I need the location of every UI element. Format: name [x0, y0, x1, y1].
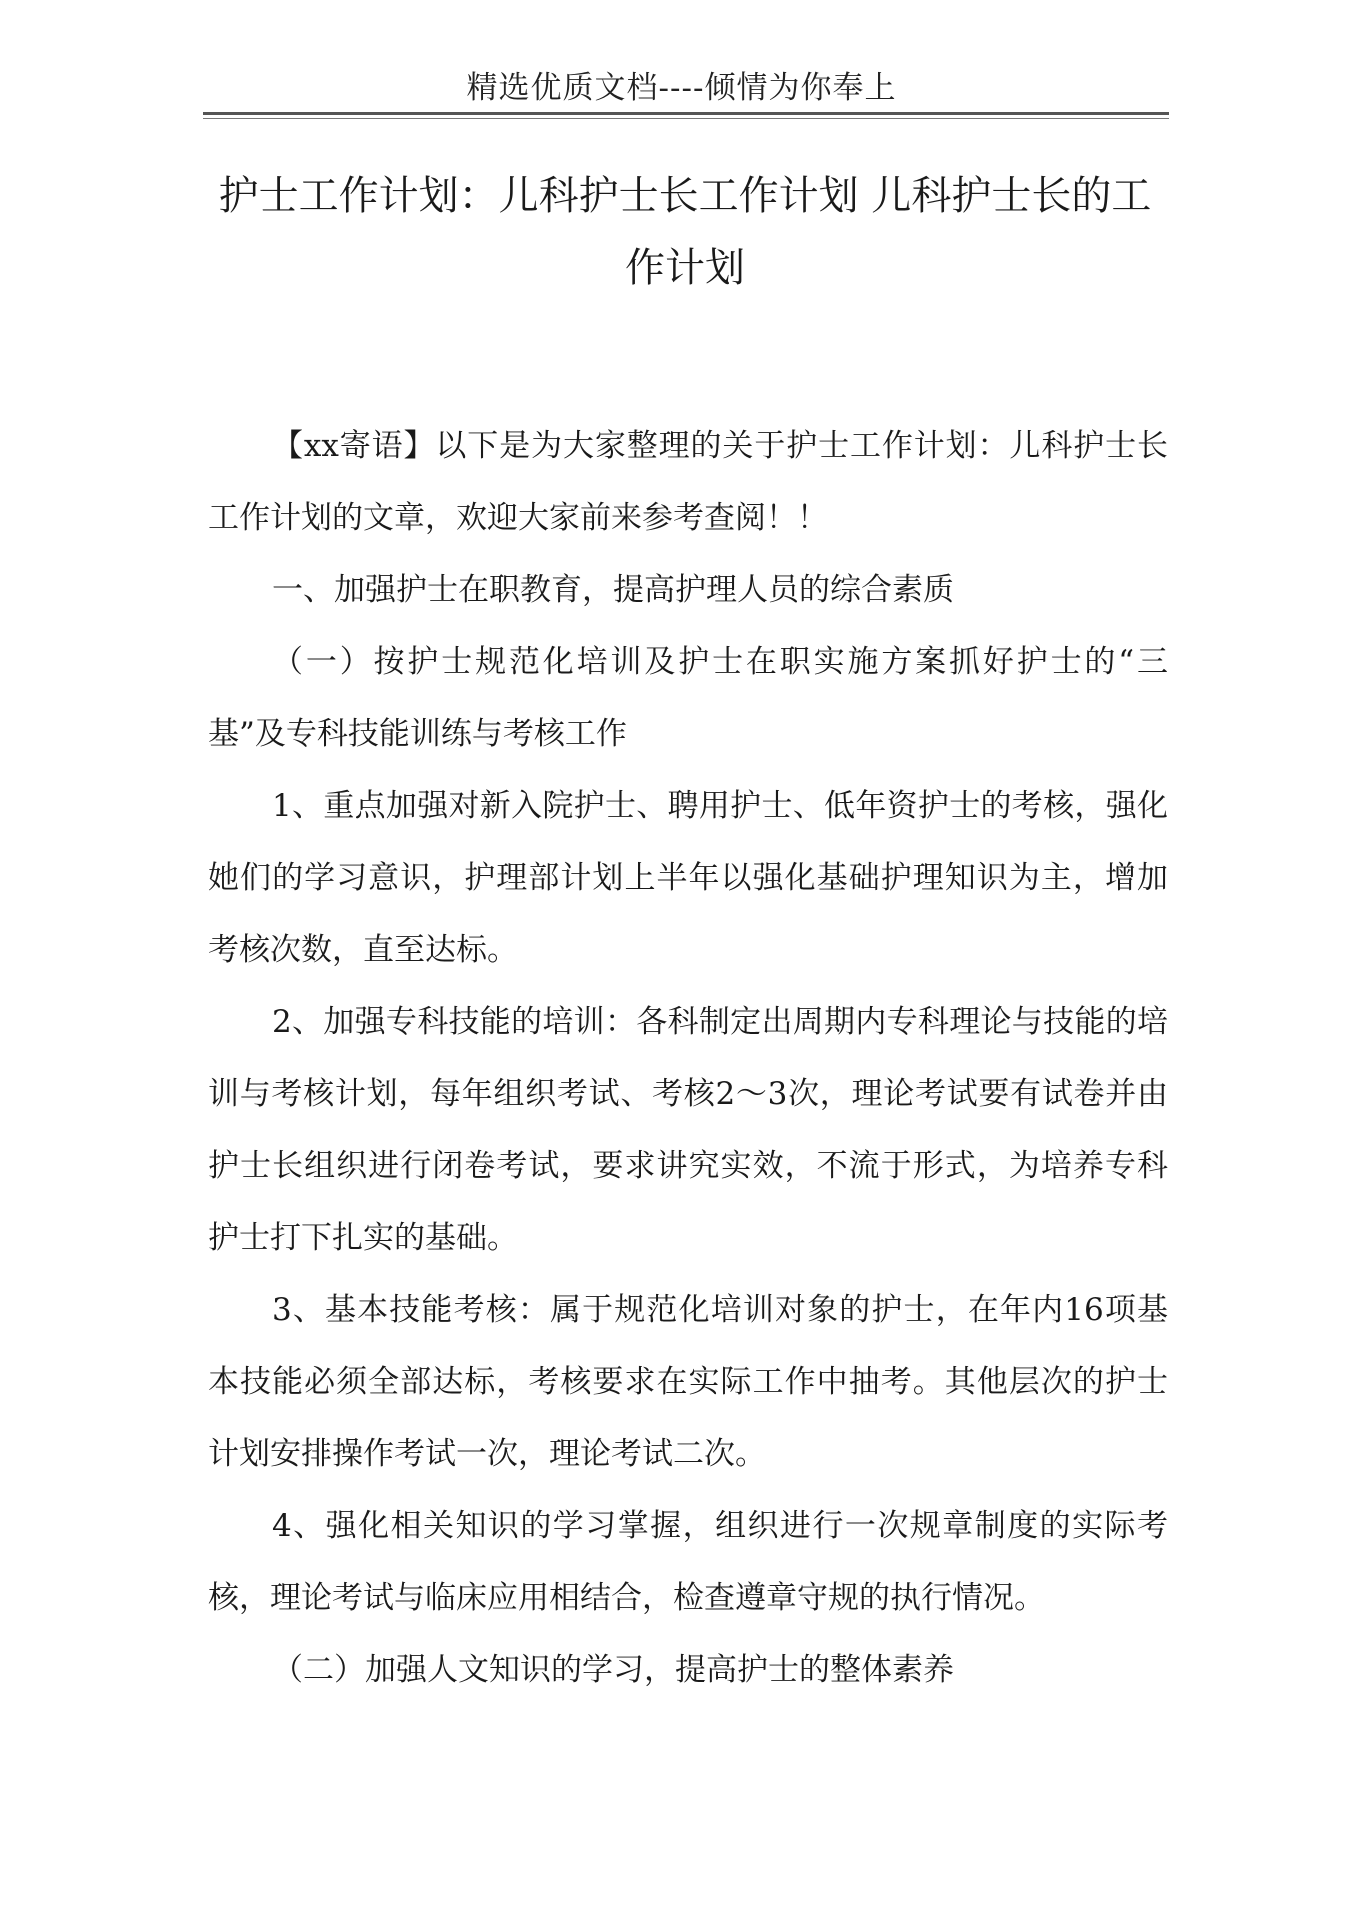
- subsection-heading-1: （一）按护士规范化培训及护士在职实施方案抓好护士的“三基”及专科技能训练与考核工作: [208, 644, 1168, 752]
- list-item-2: 2、加强专科技能的培训：各科制定出周期内专科理论与技能的培训与考核计划，每年组织考试、考核2～3次，理论考试要有试卷并由护士长组织进行闭卷考试，要求讲究实效，不流于形式，为培养专科护士打下扎实的基础。: [208, 1004, 1168, 1256]
- section-heading-1: 一、加强护士在职教育，提高护理人员的综合素质: [272, 572, 954, 608]
- document-body: [208, 410, 1168, 1706]
- list-item-1: 1、重点加强对新入院护士、聘用护士、低年资护士的考核，强化她们的学习意识，护理部计划上半年以强化基础护理知识为主，增加考核次数，直至达标。: [208, 788, 1168, 968]
- list-item-3: 3、基本技能考核：属于规范化培训对象的护士，在年内16项基本技能必须全部达标，考核要求在实际工作中抽考。其他层次的护士计划安排操作考试一次，理论考试二次。: [208, 1292, 1168, 1472]
- subsection-heading-2: （二）加强人文知识的学习，提高护士的整体素养: [272, 1652, 954, 1688]
- document-title: 护士工作计划：儿科护士长工作计划 儿科护士长的工作计划: [218, 173, 1152, 291]
- intro-paragraph: 【xx寄语】以下是为大家整理的关于护士工作计划：儿科护士长工作计划的文章，欢迎大家前来参考查阅！！: [208, 428, 1168, 536]
- page-header: 精选优质文档----倾情为你奉上: [466, 70, 897, 106]
- header-divider: [203, 112, 1169, 115]
- list-item-4: 4、强化相关知识的学习掌握，组织进行一次规章制度的实际考核，理论考试与临床应用相结合，检查遵章守规的执行情况。: [208, 1508, 1168, 1616]
- header-divider-thin: [203, 118, 1169, 119]
